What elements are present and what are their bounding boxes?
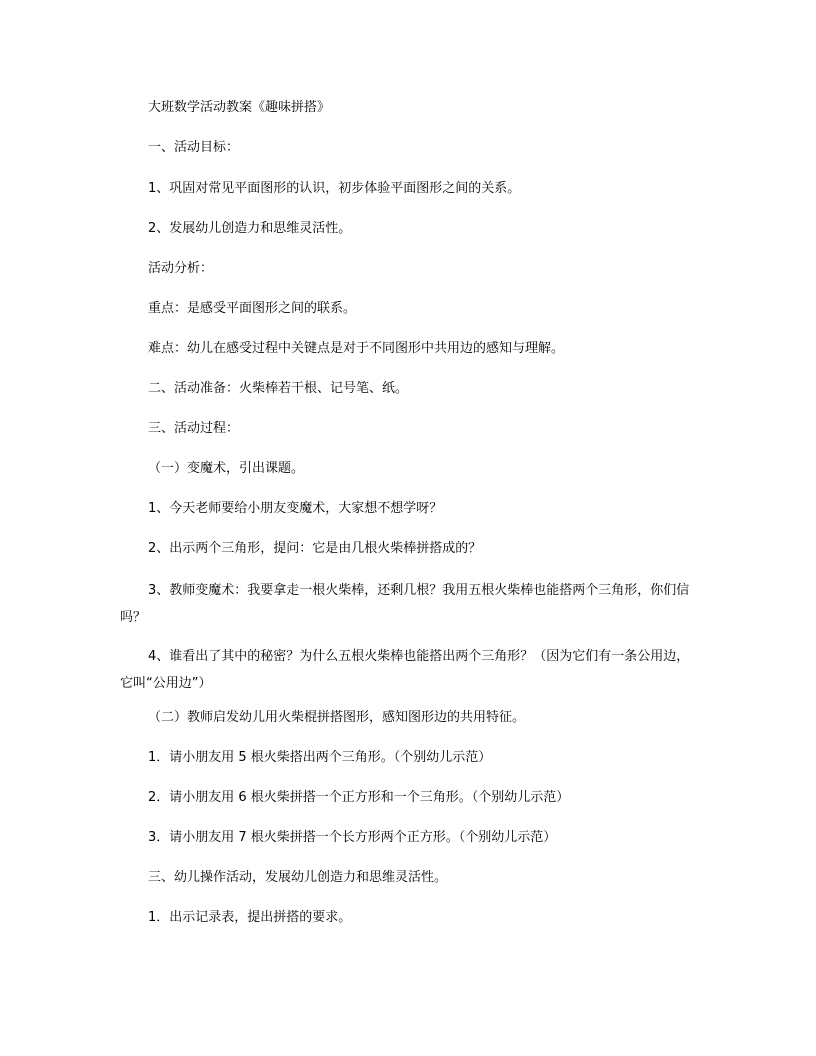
part-2-item-1: 1．请小朋友用 5 根火柴搭出两个三角形。（个别幼儿示范） xyxy=(148,750,492,765)
goal-item-1: 1、巩固对常见平面图形的认识，初步体验平面图形之间的关系。 xyxy=(148,181,521,196)
part-1-item-4: 4、谁看出了其中的秘密？为什么五根火柴棒也能搭出两个三角形？（因为它们有一条公用边，它叫“公用边”） xyxy=(120,649,690,691)
part-2-item-3: 3．请小朋友用 7 根火柴拼搭一个长方形两个正方形。（个别幼儿示范） xyxy=(148,830,557,845)
section-heading-process: 三、活动过程： xyxy=(148,421,240,436)
section-heading-operation: 三、幼儿操作活动，发展幼儿创造力和思维灵活性。 xyxy=(148,870,448,885)
part-1-heading: （一）变魔术，引出课题。 xyxy=(148,461,305,476)
part-1-item-1: 1、今天老师要给小朋友变魔术，大家想不想学呀？ xyxy=(148,501,443,516)
part-1-item-3: 3、教师变魔术：我要拿走一根火柴棒，还剩几根？我用五根火柴棒也能搭两个三角形，你们信吗？ xyxy=(120,583,690,625)
part-2-item-2: 2．请小朋友用 6 根火柴拼搭一个正方形和一个三角形。（个别幼儿示范） xyxy=(148,790,570,805)
difficulty-point: 难点：幼儿在感受过程中关键点是对于不同图形中共用边的感知与理解。 xyxy=(148,341,565,356)
analysis-heading: 活动分析： xyxy=(148,261,214,276)
goal-item-2: 2、发展幼儿创造力和思维灵活性。 xyxy=(148,221,352,236)
part-3-item-1: 1．出示记录表，提出拼搭的要求。 xyxy=(148,910,352,925)
section-heading-preparation: 二、活动准备：火柴棒若干根、记号笔、纸。 xyxy=(148,381,409,396)
part-2-heading: （二）教师启发幼儿用火柴棍拼搭图形，感知图形边的共用特征。 xyxy=(148,710,526,725)
key-point: 重点：是感受平面图形之间的联系。 xyxy=(148,301,357,316)
part-1-item-2: 2、出示两个三角形，提问：它是由几根火柴棒拼搭成的？ xyxy=(148,541,482,556)
section-heading-goals: 一、活动目标： xyxy=(148,140,240,155)
document-title: 大班数学活动教案《趣味拼搭》 xyxy=(148,100,331,115)
